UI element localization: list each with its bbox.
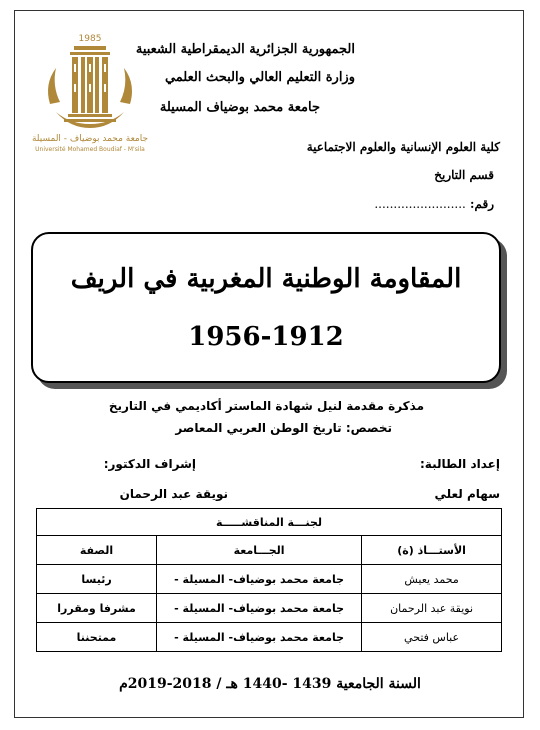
department-name: قسم التاريخ: [434, 168, 494, 182]
logo-name-french: Université Mohamed Boudiaf - M'sila: [35, 146, 145, 153]
committee-table: [36, 508, 502, 652]
committee-caption: لجنـــة المناقشـــــة: [37, 509, 502, 536]
professor-name: عباس فتحي: [362, 623, 502, 652]
professor-university: جامعة محمد بوضياف- المسيلة -: [157, 623, 362, 652]
professor-name: محمد يعيش: [362, 565, 502, 594]
memo-description: مذكرة مقدمة لنيل شهادة الماستر أكاديمي في التاريخ: [108, 399, 424, 413]
logo-emblem-icon: [30, 34, 150, 134]
title-box: [31, 232, 501, 383]
header-professor: الأستـــاذ (ة): [362, 536, 502, 565]
thesis-title: المقاومة الوطنية المغربية في الريف: [70, 264, 462, 294]
academic-year: السنة الجامعية 1439 -1440 هـ / 2018-2019م: [119, 676, 421, 692]
logo-name-arabic: جامعة محمد بوضياف - المسيلة: [31, 134, 149, 144]
professor-role: ممتحننا: [37, 623, 157, 652]
supervision-label: إشراف الدكتور:: [103, 457, 196, 471]
faculty-name: كلية العلوم الإنسانية والعلوم الاجتماعية: [306, 140, 500, 154]
table-row: [37, 594, 502, 623]
professor-role: مشرفا ومقررا: [37, 594, 157, 623]
prepared-by-label: إعداد الطالبة:: [420, 457, 500, 471]
supervisor-name: نويقة عبد الرحمان: [119, 487, 228, 501]
professor-role: رئيسا: [37, 565, 157, 594]
table-row: [37, 623, 502, 652]
university-logo: [30, 34, 150, 158]
logo-year: 1985: [78, 34, 102, 44]
thesis-period: 1956-1912: [188, 322, 344, 352]
committee-header-row: [37, 536, 502, 565]
table-row: [37, 565, 502, 594]
specialty: تخصص: تاريخ الوطن العربي المعاصر: [175, 421, 392, 435]
header-role: الصفة: [37, 536, 157, 565]
header-university: الجـــامعة: [157, 536, 362, 565]
ministry-name: وزارة التعليم العالي والبحث العلمي: [164, 70, 355, 85]
reference-dots: ........................: [374, 197, 466, 211]
republic-name: الجمهورية الجزائرية الديمقراطية الشعبية: [135, 42, 355, 57]
university-name: جامعة محمد بوضياف المسيلة: [159, 100, 320, 115]
reference-label: رقم:: [470, 197, 494, 211]
professor-name: نويقة عبد الرحمان: [362, 594, 502, 623]
professor-university: جامعة محمد بوضياف- المسيلة -: [157, 565, 362, 594]
professor-university: جامعة محمد بوضياف- المسيلة -: [157, 594, 362, 623]
student-name: سهام لعلي: [434, 487, 500, 501]
reference-number: [374, 197, 494, 211]
